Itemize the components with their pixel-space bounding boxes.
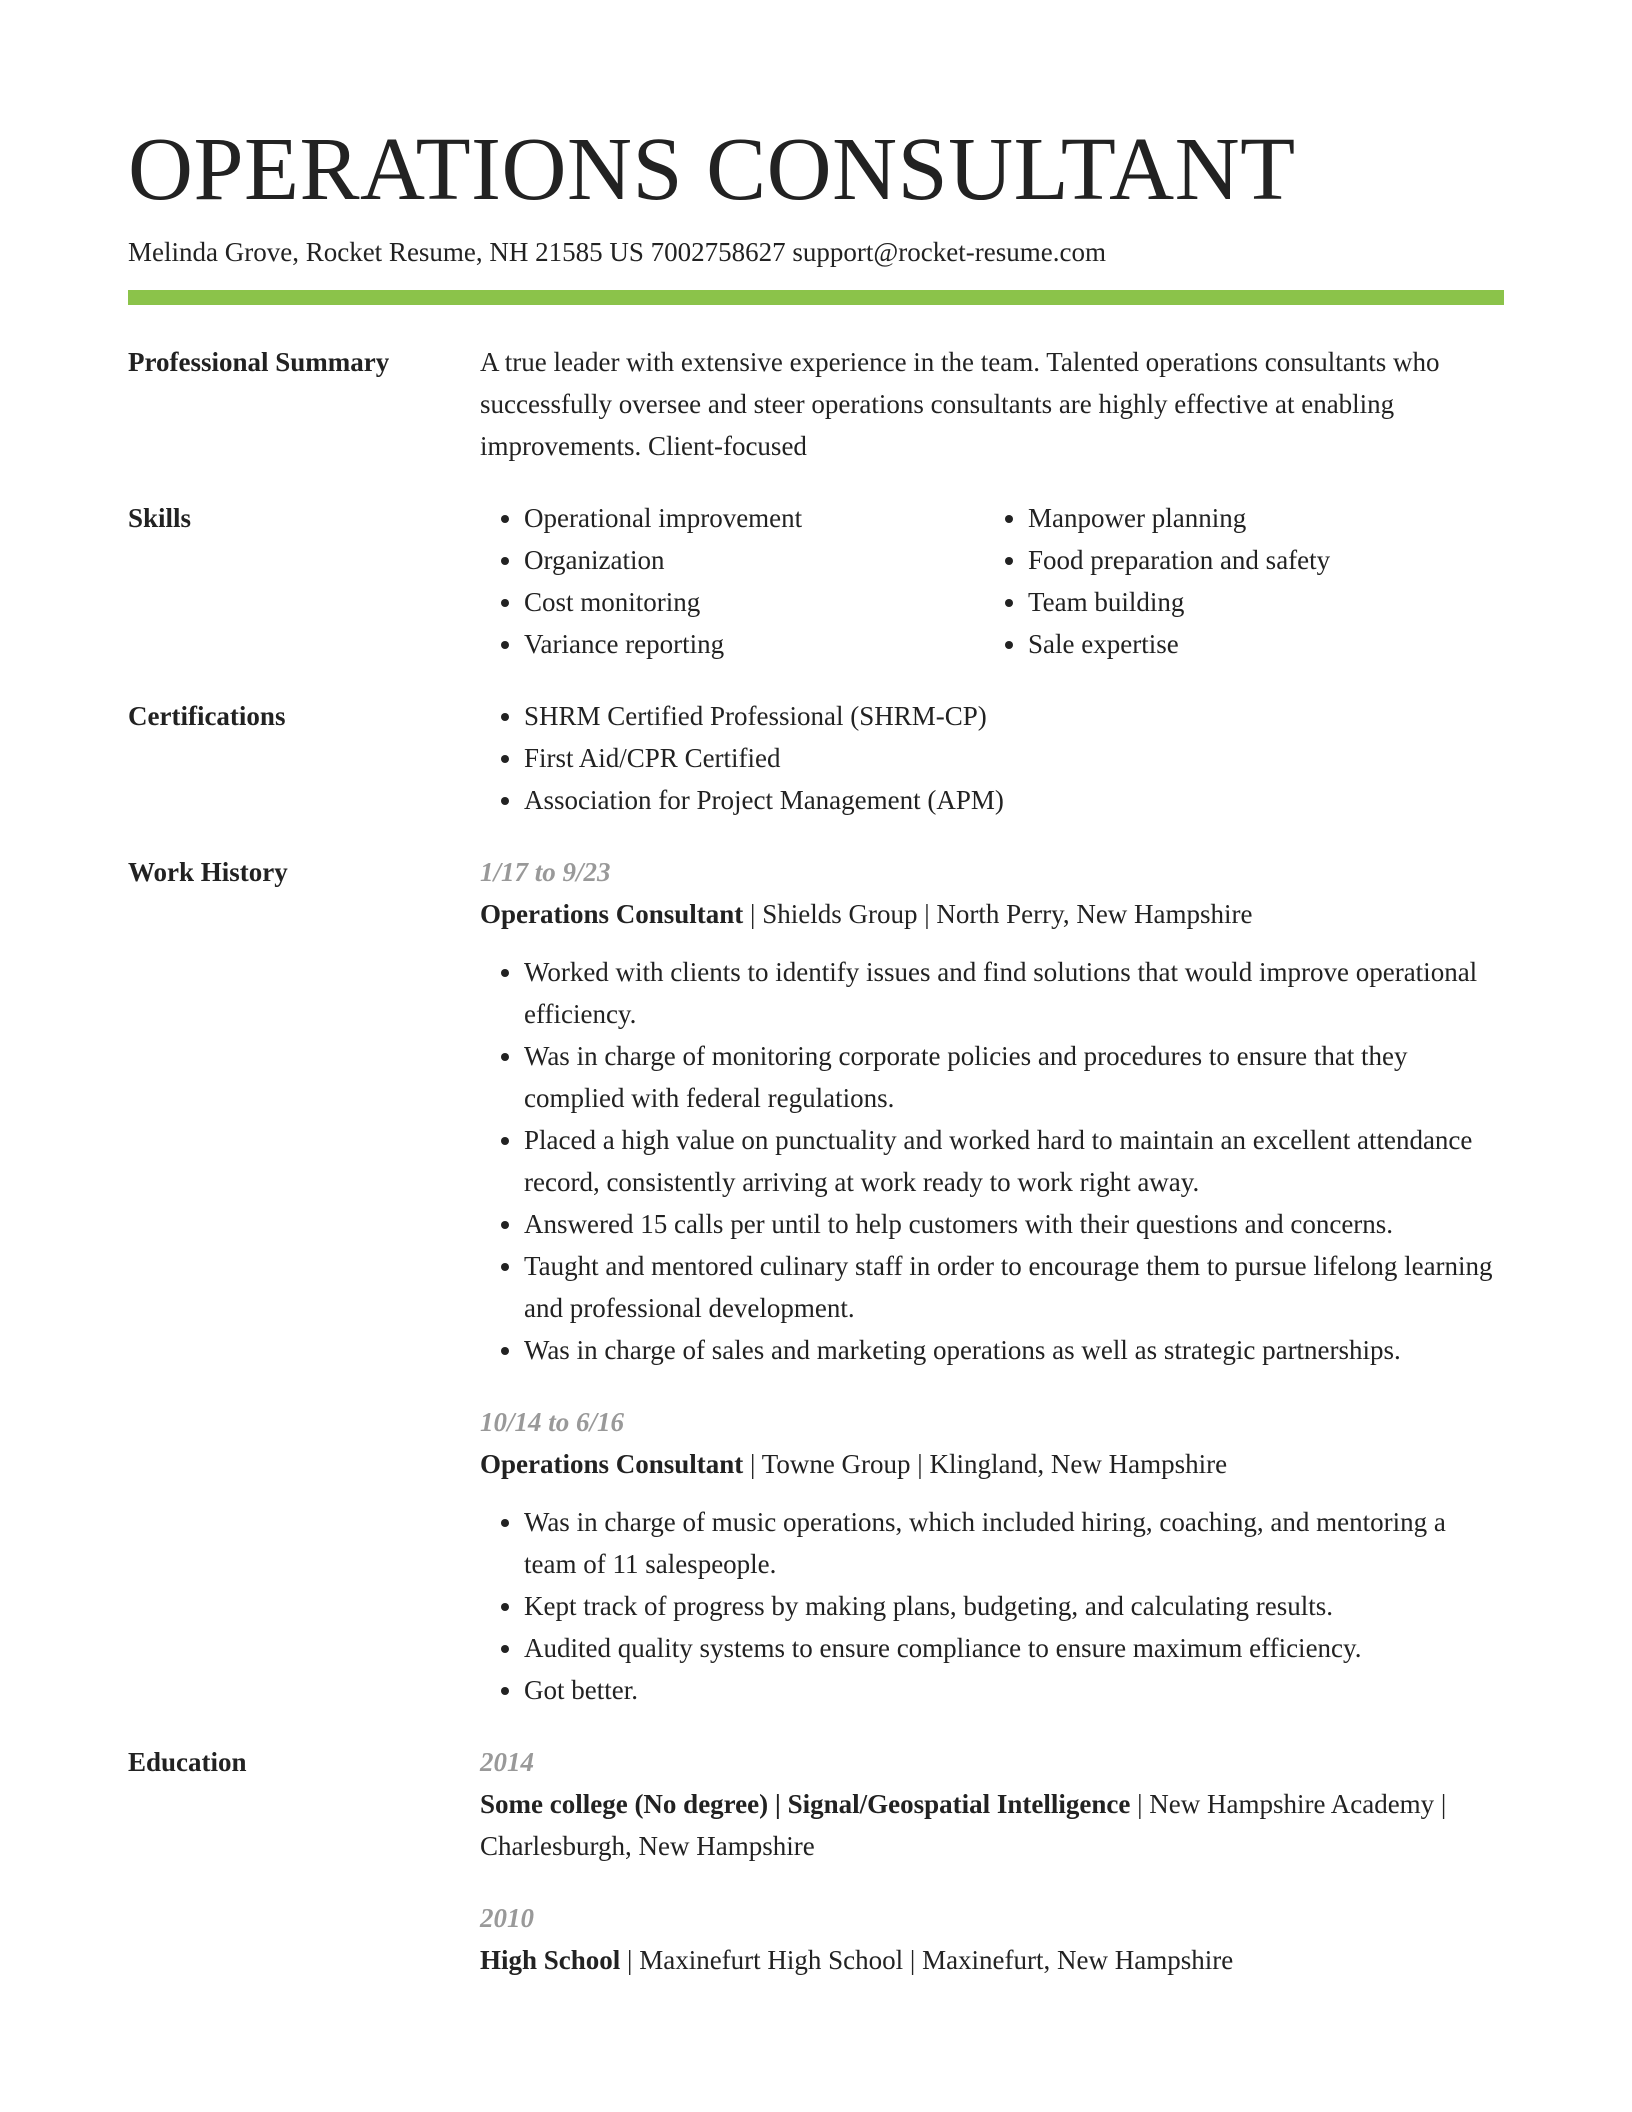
summary-text: A true leader with extensive experience in the team. Talented operations consultants who successfully oversee and steer operations consultants are highly effective at enabling improvements. Client-focused (480, 347, 1440, 461)
job-details: | Towne Group | Klingland, New Hampshire (743, 1449, 1228, 1479)
list-item: • Manpower planning (1028, 497, 1330, 539)
list-item: • Taught and mentored culinary staff in order to encourage them to pursue lifelong learning and professional development. (524, 1245, 1504, 1329)
skills-list-2 (984, 497, 1330, 665)
list-item: • Was in charge of music operations, which included hiring, coaching, and mentoring a team of 11 salespeople. (524, 1501, 1504, 1585)
list-item: • Variance reporting (524, 623, 984, 665)
list-item: • Organization (524, 539, 984, 581)
certifications-section (128, 695, 1504, 821)
list-item: • Team building (1028, 581, 1330, 623)
job-bullets (480, 951, 1504, 1371)
work-history-heading: Work History (128, 857, 288, 887)
job-role-line (480, 893, 1504, 935)
education-degree: Some college (No degree) | Signal/Geospatial Intelligence (480, 1789, 1131, 1819)
education-body (480, 1741, 1504, 1981)
list-item: • Answered 15 calls per until to help customers with their questions and concerns. (524, 1203, 1504, 1245)
list-item: • Was in charge of sales and marketing operations as well as strategic partnerships. (524, 1329, 1504, 1371)
list-item: • Kept track of progress by making plans, budgeting, and calculating results. (524, 1585, 1504, 1627)
skills-grid (480, 497, 1504, 665)
list-item: • Placed a high value on punctuality and worked hard to maintain an excellent attendance record, consistently arriving at work ready to work right away. (524, 1119, 1504, 1203)
list-item: • First Aid/CPR Certified (524, 737, 1504, 779)
work-history-body (480, 851, 1504, 1711)
education-details: | Maxinefurt High School | Maxinefurt, New Hampshire (620, 1945, 1234, 1975)
job-title: Operations Consultant (480, 1449, 744, 1479)
certifications-body (480, 695, 1504, 821)
education-heading: Education (128, 1747, 247, 1777)
education-details: | New Hampshire Academy | Charlesburgh, New Hampshire (480, 1789, 1447, 1861)
education-section (128, 1741, 1504, 1981)
list-item: • SHRM Certified Professional (SHRM-CP) (524, 695, 1504, 737)
job-entry (480, 851, 1504, 1371)
education-entry (480, 1897, 1504, 1981)
certifications-list (480, 695, 1504, 821)
list-item: • Cost monitoring (524, 581, 984, 623)
list-item: • Association for Project Management (APM) (524, 779, 1504, 821)
education-entry (480, 1741, 1504, 1867)
list-item: • Was in charge of monitoring corporate policies and procedures to ensure that they complied with federal regulations. (524, 1035, 1504, 1119)
skills-column-1 (480, 497, 984, 665)
list-item: • Food preparation and safety (1028, 539, 1330, 581)
job-bullets (480, 1501, 1504, 1711)
job-role-line (480, 1443, 1504, 1485)
job-dates: 10/14 to 6/16 (480, 1407, 625, 1437)
list-item: • Got better. (524, 1669, 1504, 1711)
job-entry (480, 1401, 1504, 1711)
skills-section (128, 497, 1504, 665)
education-year: 2010 (480, 1903, 534, 1933)
list-item: • Operational improvement (524, 497, 984, 539)
education-line (480, 1939, 1504, 1981)
accent-divider (128, 290, 1504, 305)
list-item: • Worked with clients to identify issues and find solutions that would improve operational efficiency. (524, 951, 1504, 1035)
job-title: Operations Consultant (480, 899, 744, 929)
skills-body (480, 497, 1504, 665)
skills-list-1 (480, 497, 984, 665)
summary-section (128, 341, 1504, 467)
contact-line: Melinda Grove, Rocket Resume, NH 21585 US 7002758627 support@rocket-resume.com (128, 237, 1106, 267)
list-item: • Audited quality systems to ensure compliance to ensure maximum efficiency. (524, 1627, 1504, 1669)
resume-title: OPERATIONS CONSULTANT (128, 120, 1296, 219)
education-degree: High School (480, 1945, 621, 1975)
summary-heading: Professional Summary (128, 347, 390, 377)
skills-column-2 (984, 497, 1330, 665)
skills-heading: Skills (128, 503, 192, 533)
certifications-heading: Certifications (128, 701, 286, 731)
job-dates: 1/17 to 9/23 (480, 857, 611, 887)
job-details: | Shields Group | North Perry, New Hampshire (743, 899, 1253, 929)
list-item: • Sale expertise (1028, 623, 1330, 665)
education-year: 2014 (480, 1747, 534, 1777)
work-history-section (128, 851, 1504, 1711)
education-line (480, 1783, 1504, 1867)
